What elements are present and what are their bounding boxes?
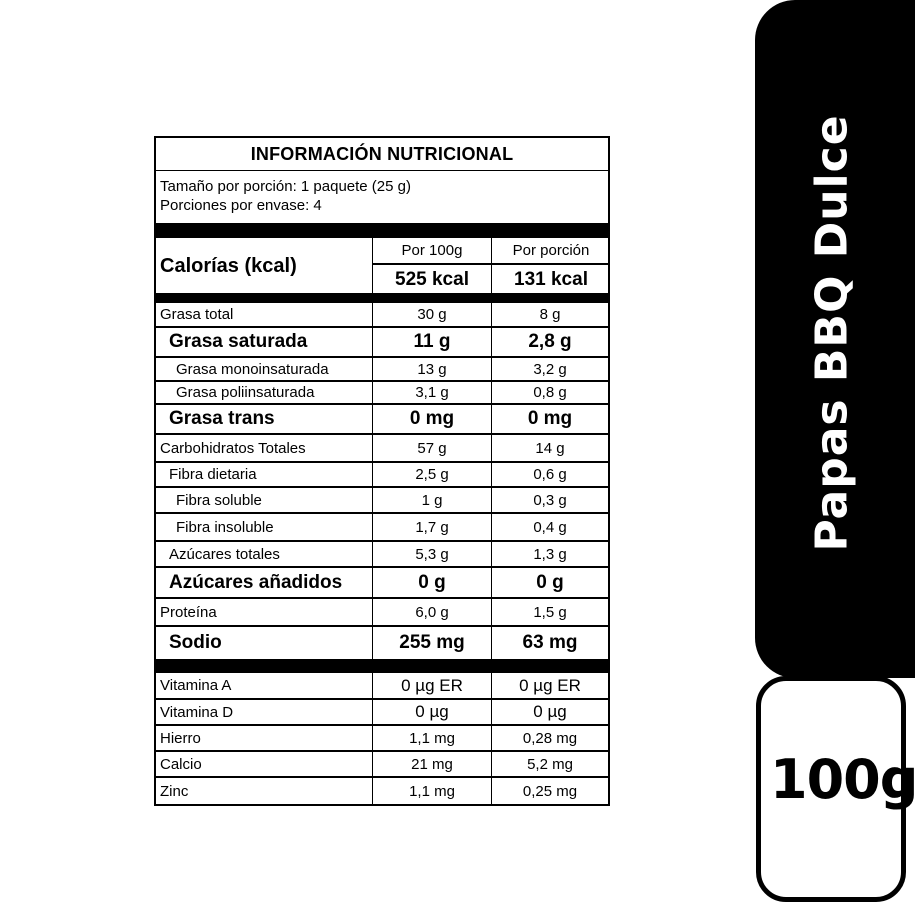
nutrient-name: Grasa trans: [169, 408, 275, 429]
mineral-name: Hierro: [160, 729, 201, 747]
nutrient-perportion: 0,8 g: [491, 382, 608, 403]
mineral-per100: 1,1 mg: [372, 778, 491, 804]
vitamin-per100: 0 µg ER: [372, 673, 491, 698]
nutrient-name: Azúcares totales: [169, 545, 280, 563]
product-name: Papas BBQ Dulce: [806, 114, 858, 552]
vitamin-name: Vitamina D: [160, 703, 234, 721]
nutrient-name: Grasa monoinsaturada: [176, 360, 329, 378]
mineral-per100: 1,1 mg: [372, 726, 491, 750]
nutrient-per100: 30 g: [372, 303, 491, 326]
vitamin-per100: 0 µg: [372, 700, 491, 724]
nutrient-per100: 13 g: [372, 358, 491, 380]
nutrient-row-azucares-anadidos: [156, 568, 608, 599]
mineral-row-hierro: [156, 726, 608, 752]
nutrient-row-azucares-totales: [156, 542, 608, 568]
nutrient-perportion: 0,3 g: [491, 488, 608, 512]
calories-col-per100: [372, 238, 491, 293]
col-header-per100: Por 100g: [373, 238, 491, 265]
mineral-row-calcio: [156, 752, 608, 778]
label-title: INFORMACIÓN NUTRICIONAL: [156, 138, 608, 171]
nutrient-name: Fibra dietaria: [169, 466, 257, 483]
calories-label: Calorías (kcal): [160, 255, 297, 277]
nutrient-per100: 1,7 g: [372, 514, 491, 540]
nutrient-name: Grasa poliinsaturada: [176, 384, 315, 401]
nutrient-perportion: 0 mg: [491, 405, 608, 433]
nutrient-per100: 0 g: [372, 568, 491, 597]
nutrient-name: Grasa saturada: [169, 331, 308, 352]
mineral-perportion: 5,2 mg: [491, 752, 608, 776]
nutrient-per100: 57 g: [372, 435, 491, 461]
nutrient-name: Sodio: [169, 632, 222, 653]
calories-per100-value: 525 kcal: [395, 269, 469, 290]
nutrient-perportion: 0,4 g: [491, 514, 608, 540]
mineral-row-zinc: [156, 778, 608, 804]
mineral-name: Calcio: [160, 755, 202, 773]
nutrient-row-carbohidratos: [156, 435, 608, 463]
nutrient-per100: 3,1 g: [372, 382, 491, 403]
nutrient-row-fibra-soluble: [156, 488, 608, 514]
vitamin-perportion: 0 µg: [491, 700, 608, 724]
nutrient-perportion: 8 g: [491, 303, 608, 326]
serving-size: Tamaño por porción: 1 paquete (25 g): [160, 178, 411, 195]
net-weight: 100g: [770, 748, 917, 811]
mineral-perportion: 0,28 mg: [491, 726, 608, 750]
nutrient-name: Carbohidratos Totales: [160, 439, 306, 457]
vitamin-perportion: 0 µg ER: [491, 673, 608, 698]
nutrient-per100: 0 mg: [372, 405, 491, 433]
nutrient-name: Fibra soluble: [176, 491, 262, 509]
col-header-perportion: Por porción: [492, 238, 610, 265]
nutrient-per100: 11 g: [372, 328, 491, 356]
nutrient-perportion: 0 g: [491, 568, 608, 597]
vitamin-row-d: [156, 700, 608, 726]
nutrition-facts-label: [154, 136, 610, 806]
nutrient-perportion: 2,8 g: [491, 328, 608, 356]
nutrient-per100: 1 g: [372, 488, 491, 512]
vitamin-row-a: [156, 673, 608, 700]
nutrient-row-fibra-insoluble: [156, 514, 608, 542]
nutrient-row-grasa-poli: [156, 382, 608, 405]
nutrient-row-grasa-mono: [156, 358, 608, 382]
nutrient-perportion: 1,3 g: [491, 542, 608, 566]
nutrient-per100: 2,5 g: [372, 463, 491, 486]
nutrient-per100: 6,0 g: [372, 599, 491, 625]
servings-per-container: Porciones por envase: 4: [160, 197, 322, 214]
nutrient-per100: 255 mg: [372, 627, 491, 659]
nutrient-perportion: 1,5 g: [491, 599, 608, 625]
nutrient-name: Grasa total: [160, 306, 234, 323]
divider-bar: [156, 223, 608, 238]
nutrient-row-grasa-trans: [156, 405, 608, 435]
vitamin-name: Vitamina A: [160, 677, 232, 694]
nutrient-perportion: 63 mg: [491, 627, 608, 659]
nutrient-name: Azúcares añadidos: [169, 571, 343, 593]
divider-bar: [156, 659, 608, 673]
mineral-name: Zinc: [160, 782, 189, 800]
nutrient-row-fibra-dietaria: [156, 463, 608, 488]
nutrient-row-sodio: [156, 627, 608, 659]
mineral-perportion: 0,25 mg: [491, 778, 608, 804]
nutrient-perportion: 14 g: [491, 435, 608, 461]
nutrient-name: Proteína: [160, 603, 217, 621]
nutrient-row-grasa-total: [156, 303, 608, 328]
nutrient-perportion: 3,2 g: [491, 358, 608, 380]
nutrient-row-grasa-saturada: [156, 328, 608, 358]
mineral-per100: 21 mg: [372, 752, 491, 776]
nutrient-row-proteina: [156, 599, 608, 627]
nutrient-name: Fibra insoluble: [176, 518, 274, 536]
calories-perportion-value: 131 kcal: [514, 269, 588, 290]
nutrient-perportion: 0,6 g: [491, 463, 608, 486]
calories-col-perportion: [491, 238, 610, 293]
nutrient-per100: 5,3 g: [372, 542, 491, 566]
calories-block: [156, 238, 608, 293]
serving-info: [156, 171, 608, 223]
divider-bar: [156, 293, 608, 303]
